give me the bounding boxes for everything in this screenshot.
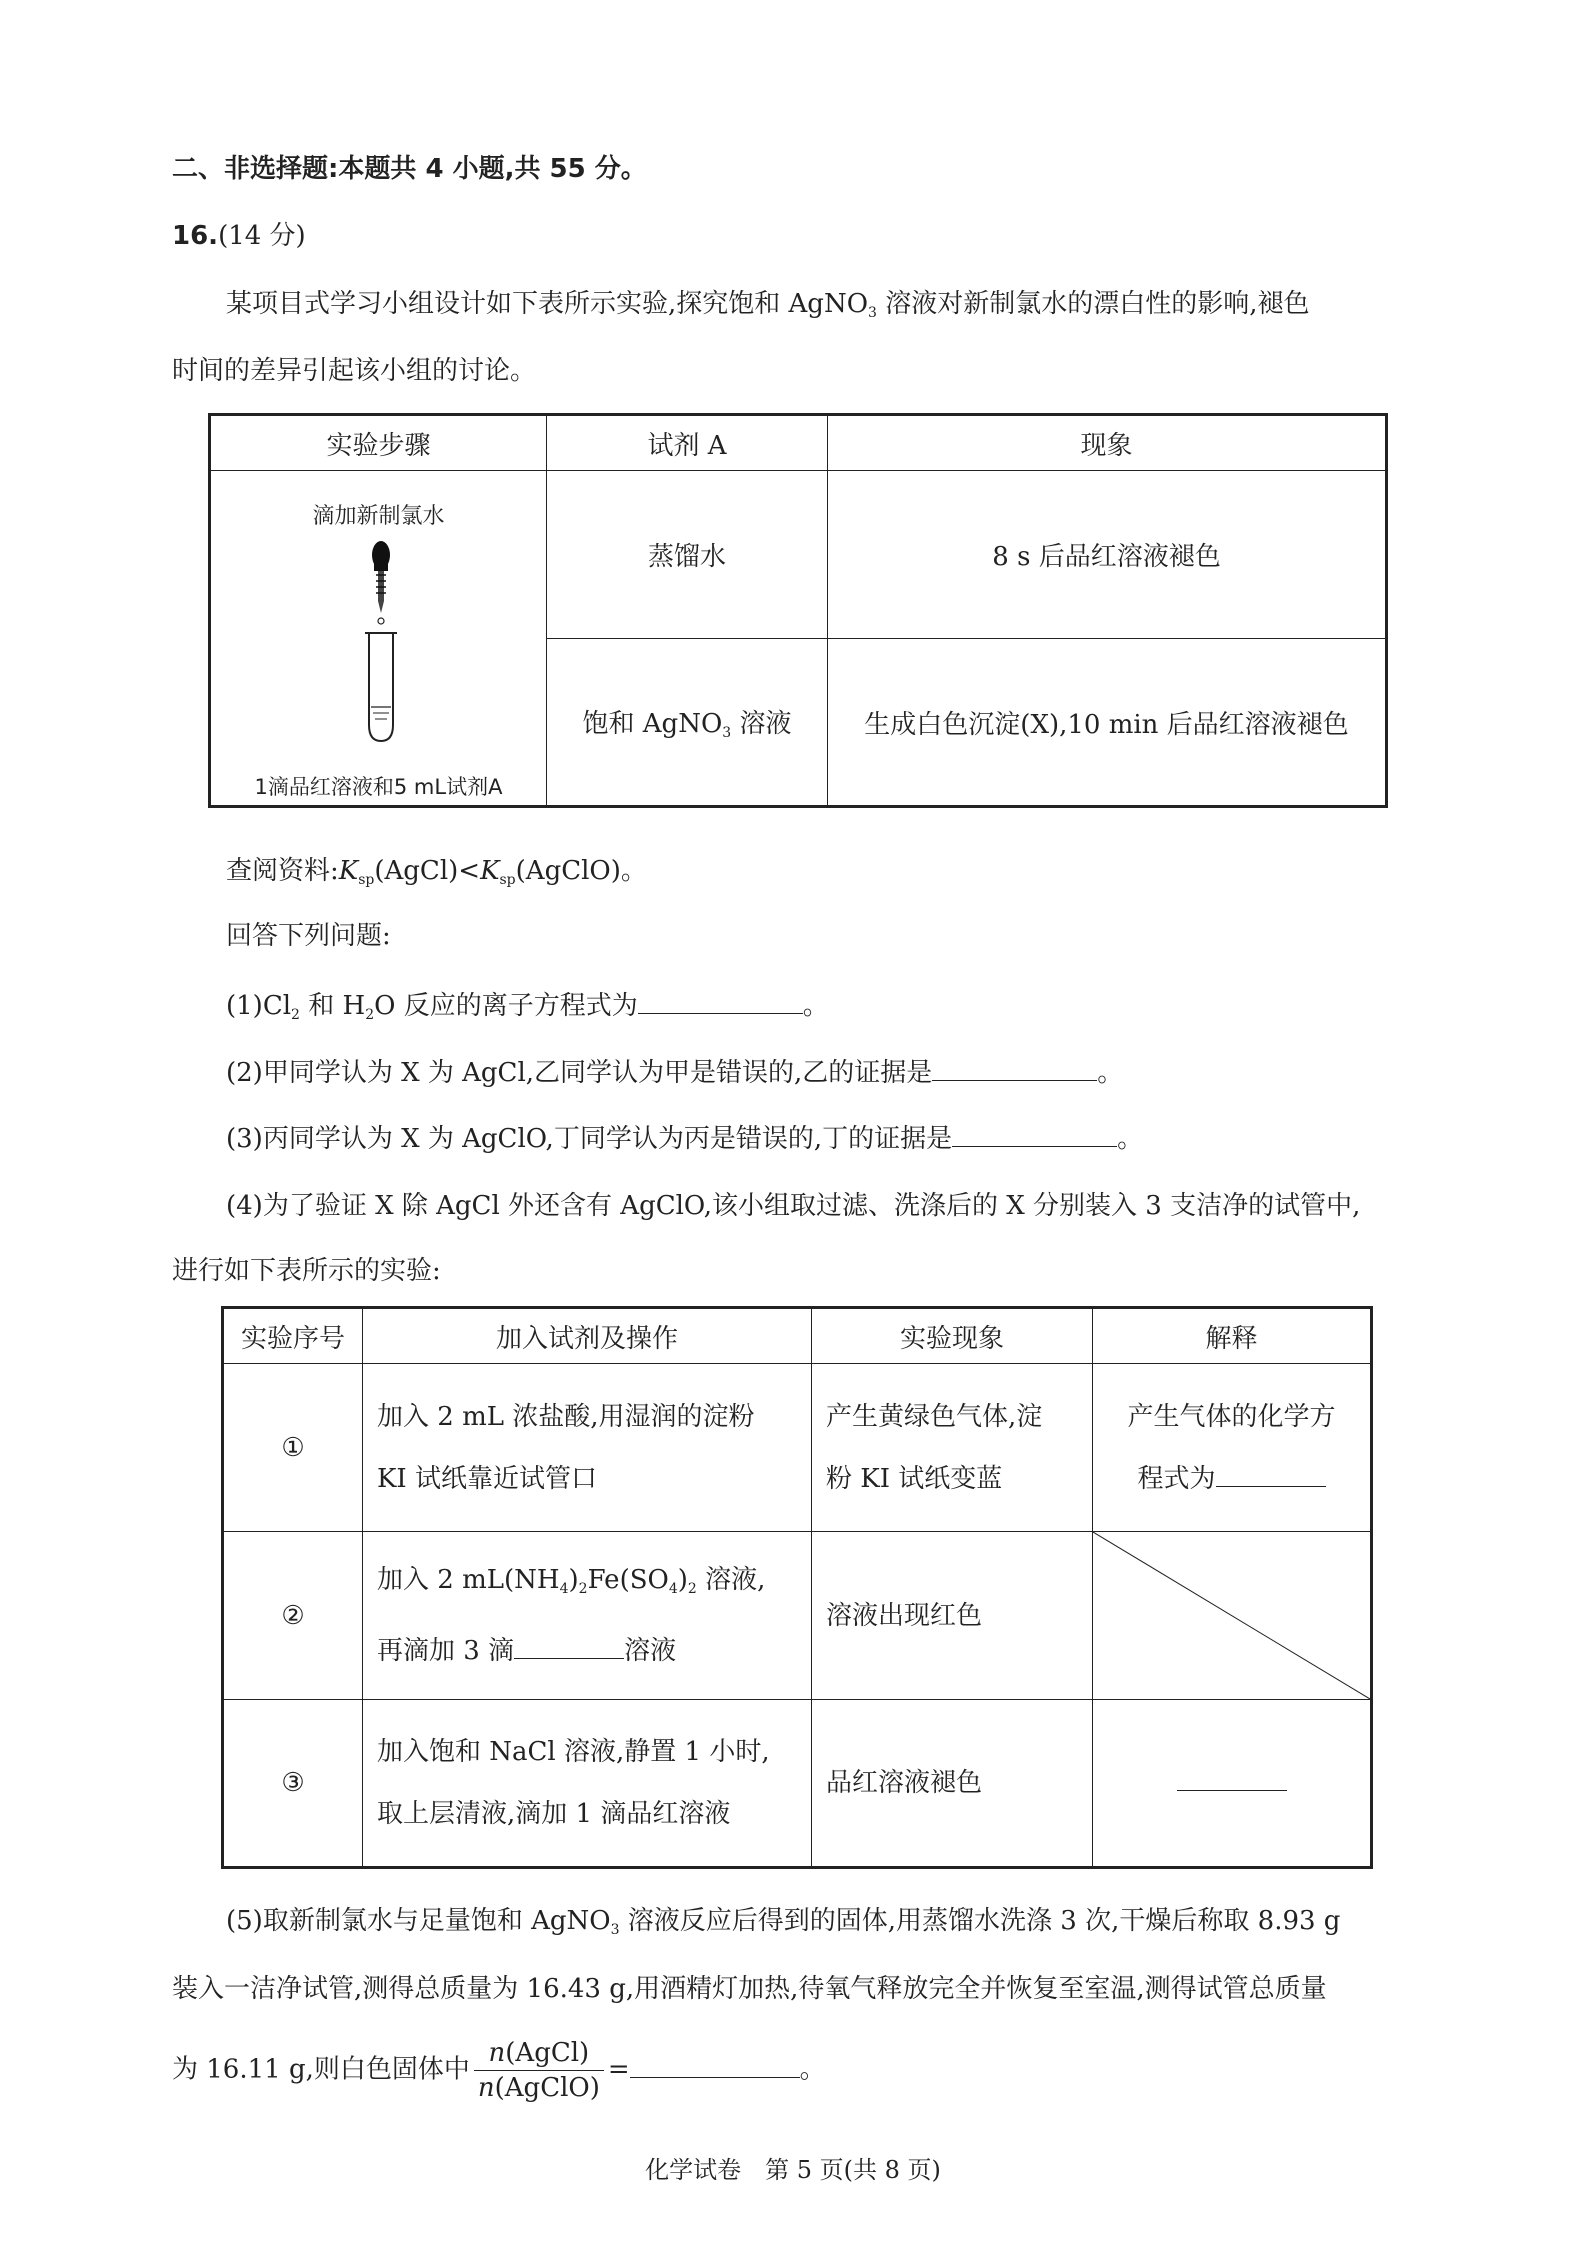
reference-note: 查阅资料$:K_{sp}(AgCl)<K_{sp}(AgClO)$。 bbox=[226, 856, 647, 888]
figure-top-label: 滴加新制氯水 bbox=[312, 504, 445, 529]
mole-ratio-fraction: $\frac{\text{n(AgCl)}}{\text{n(AgClO)}}$ bbox=[474, 2036, 604, 2105]
row-3-num: ③ bbox=[223, 1700, 363, 1868]
row-2-phenomenon: 溶液出现红色 bbox=[812, 1532, 1093, 1700]
answer-blank-explanation[interactable] bbox=[1177, 1768, 1287, 1791]
answer-blank-equation[interactable] bbox=[1216, 1464, 1326, 1487]
experiment-figure-cell bbox=[210, 471, 547, 807]
row-3-operation: 加入饱和 NaCl 溶液,静置 1 小时, 取上层清液,滴加 1 滴品红溶液 bbox=[363, 1700, 812, 1868]
table2-header-explanation: 解释 bbox=[1093, 1308, 1372, 1364]
row-1-operation: 加入 2 mL 浓盐酸,用湿润的淀粉 KI 试纸靠近试管口 bbox=[363, 1364, 812, 1532]
part-2: (2)甲同学认为 X 为 AgCl,乙同学认为甲是错误的,乙的证据是 。 bbox=[226, 1058, 1124, 1088]
table2-header-operation: 加入试剂及操作 bbox=[363, 1308, 812, 1364]
table2-header-row bbox=[223, 1308, 1372, 1364]
answer-blank-1[interactable] bbox=[638, 991, 803, 1014]
question-points: (14 分) bbox=[218, 221, 306, 251]
answer-blank-reagent[interactable] bbox=[514, 1636, 624, 1659]
row-2-num: ② bbox=[223, 1532, 363, 1700]
figure-bottom-label: 1滴品红溶液和5 mL试剂A bbox=[254, 775, 503, 799]
answer-blank-2[interactable] bbox=[932, 1058, 1097, 1081]
intro-line-1: 某项目式学习小组设计如下表所示实验,探究饱和 AgNO$_3$ 溶液对新制氯水的漂白性的影响,褪色 bbox=[226, 289, 1310, 321]
row-1-num: ① bbox=[223, 1364, 363, 1532]
question-number: 16. bbox=[172, 221, 219, 251]
answer-prompt: 回答下列问题: bbox=[226, 921, 391, 951]
row-3-phenomenon: 品红溶液褪色 bbox=[812, 1700, 1093, 1868]
table2-row-2 bbox=[223, 1532, 1372, 1700]
row-1-explanation: 产生气体的化学方 程式为 bbox=[1093, 1364, 1372, 1532]
intro-line-2: 时间的差异引起该小组的讨论。 bbox=[172, 356, 537, 386]
table1-header-phenomenon: 现象 bbox=[828, 415, 1387, 471]
part-5-line-1: (5)取新制氯水与足量饱和 AgNO$_3$ 溶液反应后得到的固体,用蒸馏水洗涤 3 次,干燥后称取 8.93 g bbox=[226, 1906, 1341, 1938]
answer-blank-3[interactable] bbox=[952, 1124, 1117, 1147]
diagonal-strike-line bbox=[1093, 1532, 1370, 1699]
table2-row-3 bbox=[223, 1700, 1372, 1868]
table2-header-num: 实验序号 bbox=[223, 1308, 363, 1364]
part-5-line-2: 装入一洁净试管,测得总质量为 16.43 g,用酒精灯加热,待氧气释放完全并恢复至室温,测得试管总质量 bbox=[172, 1974, 1327, 2004]
experiment-table-1 bbox=[208, 413, 1388, 808]
page-footer: 化学试卷 第 5 页(共 8 页) bbox=[645, 2156, 941, 2184]
part-5-line-3: 为 16.11 g,则白色固体中 $\frac{\text{n(AgCl)}}{\text{n(AgClO)}}$ = 。 bbox=[172, 2038, 826, 2103]
part-3: (3)丙同学认为 X 为 AgClO,丁同学认为丙是错误的,丁的证据是 。 bbox=[226, 1124, 1144, 1154]
table1-reagent-agno3: 饱和 AgNO$_3$ 溶液 bbox=[547, 639, 828, 807]
part-4-line-1: (4)为了验证 X 除 AgCl 外还含有 AgClO,该小组取过滤、洗涤后的 X 分别装入 3 支洁净的试管中, bbox=[226, 1191, 1361, 1221]
table1-phenomenon-2: 生成白色沉淀(X),10 min 后品红溶液褪色 bbox=[828, 639, 1387, 807]
question-header bbox=[172, 215, 306, 252]
table1-header-steps: 实验步骤 bbox=[210, 415, 547, 471]
row-2-operation: 加入 2 $mL(NH_4)_2Fe(SO_4)_2$ 溶液, 再滴加 3 滴 溶液 bbox=[363, 1532, 812, 1700]
part-4-line-2: 进行如下表所示的实验: bbox=[172, 1256, 441, 1286]
row-2-explanation-crossed bbox=[1093, 1532, 1372, 1700]
table1-reagent-water: 蒸馏水 bbox=[547, 471, 828, 639]
experiment-table-2 bbox=[221, 1306, 1373, 1869]
table1-row-1 bbox=[210, 471, 1387, 639]
table1-header-row bbox=[210, 415, 1387, 471]
row-1-phenomenon: 产生黄绿色气体,淀 粉 KI 试纸变蓝 bbox=[812, 1364, 1093, 1532]
dropper-test-tube-icon bbox=[341, 537, 421, 747]
table2-row-1 bbox=[223, 1364, 1372, 1532]
table1-phenomenon-1: 8 s 后品红溶液褪色 bbox=[828, 471, 1387, 639]
part-1: $(1)Cl_2$ 和 $H_2O$ 反应的离子方程式为 。 bbox=[226, 991, 829, 1023]
table2-header-phenomenon: 实验现象 bbox=[812, 1308, 1093, 1364]
row-3-explanation bbox=[1093, 1700, 1372, 1868]
answer-blank-5[interactable] bbox=[630, 2055, 800, 2078]
table1-header-reagent: 试剂 A bbox=[547, 415, 828, 471]
section-title: 二、非选择题:本题共 4 小题,共 55 分。 bbox=[172, 154, 647, 184]
